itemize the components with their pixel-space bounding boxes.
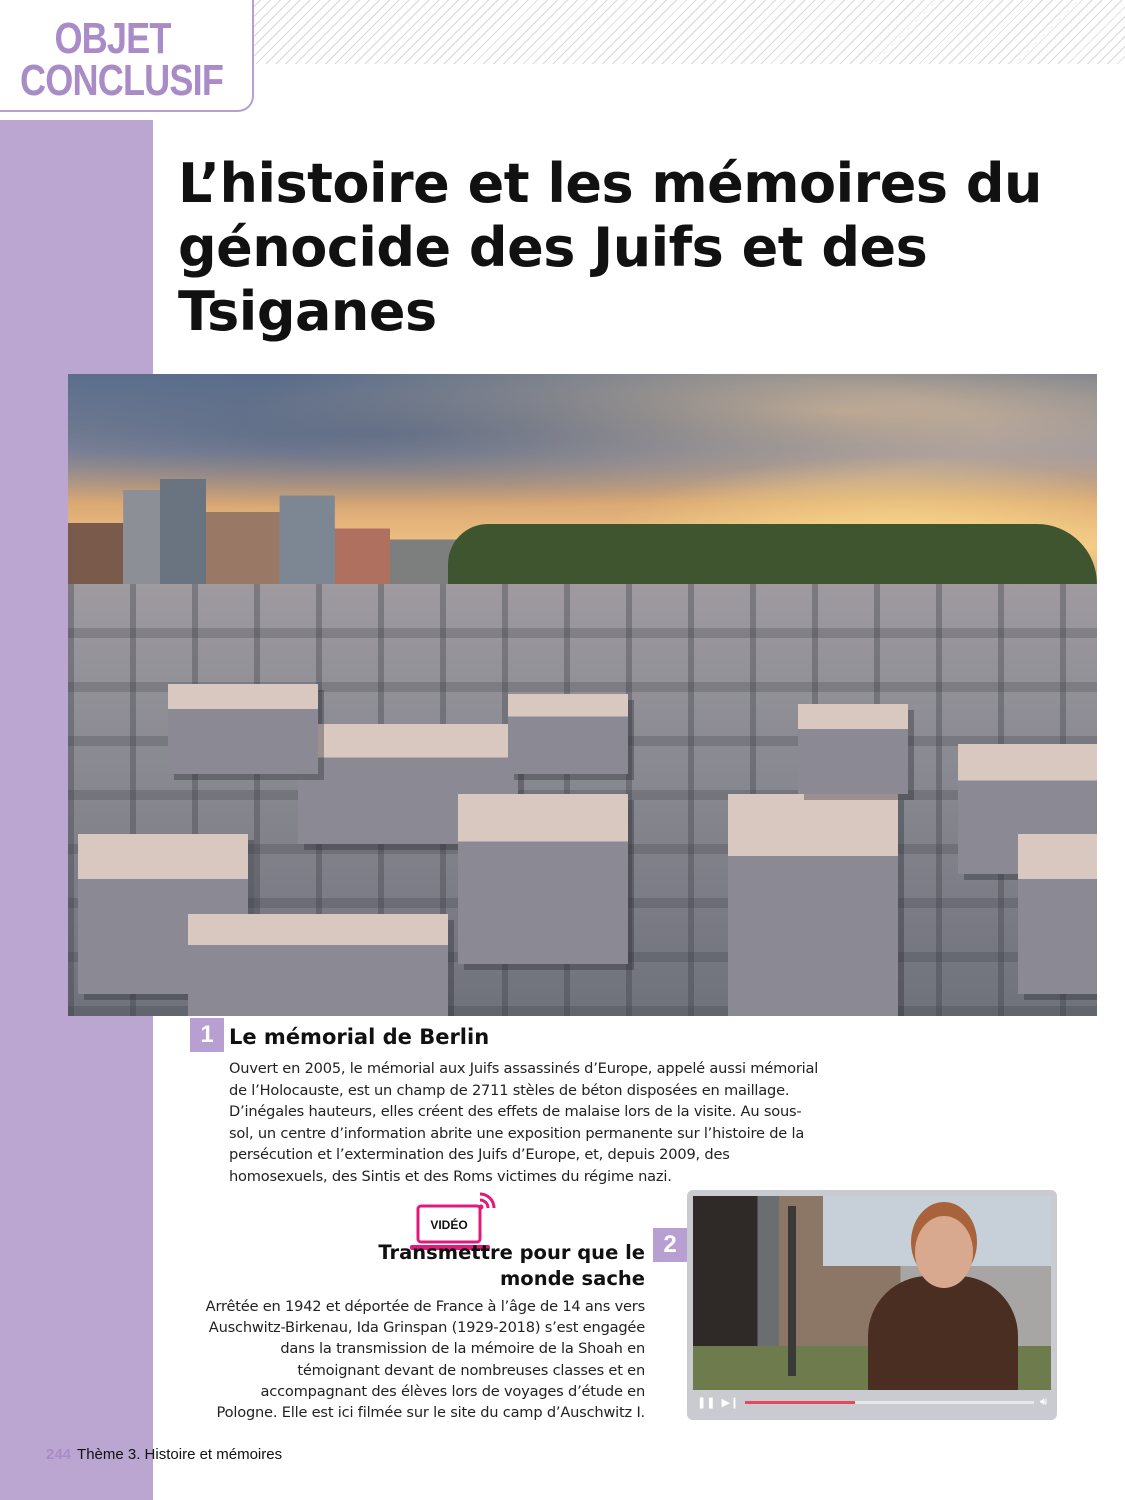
photo-stele xyxy=(798,704,908,794)
photo-stele xyxy=(458,794,628,964)
page-title: L’histoire et les mémoires du génocide des Juifs et des Tsiganes xyxy=(178,152,1042,343)
photo-stele xyxy=(168,684,318,774)
doc2-title: Transmettre pour que le monde sache xyxy=(378,1241,645,1290)
video-progress-bar[interactable] xyxy=(745,1401,1034,1404)
section-tab-line1: OBJET xyxy=(54,14,171,63)
skip-icon[interactable]: ▶❙ xyxy=(721,1395,740,1409)
video-person-head xyxy=(915,1216,973,1288)
doc1-title: Le mémorial de Berlin xyxy=(229,1025,490,1049)
page-footer xyxy=(46,1446,282,1463)
header-hatch-pattern xyxy=(250,0,1125,64)
pause-icon[interactable]: ❚❚ xyxy=(697,1395,716,1409)
doc1-text: Ouvert en 2005, le mémorial aux Juifs assassinés d’Europe, appelé aussi mémorial de l’Holocauste, est un champ de 2711 stèles de béton disposées en maillage. D’inégales hauteurs, elles créent des effets de malaise lors de la visite. Au sous-sol, un centre d’information abrite une exposition permanente sur l’histoire de la persécution et l’extermination des Juifs d’Europe, et, depuis 2009, des homosexuels, des Sintis et des Roms victimes du régime nazi. xyxy=(229,1060,819,1185)
photo-stele xyxy=(508,694,628,774)
doc2-text: Arrêtée en 1942 et déportée de France à l’âge de 14 ans vers Auschwitz-Birkenau, Ida Grinspan (1929-2018) s’est engagée dans la transmission de la mémoire de la Shoah en témoignant devant de nombreuses classes et en accompagnant des élèves lors de voyages d’étude en Pologne. Elle est ici filmée sur le site du camp d’Auschwitz I. xyxy=(205,1298,645,1422)
video-frame[interactable] xyxy=(693,1196,1051,1390)
photo-stele xyxy=(188,914,448,1016)
berlin-memorial-photo xyxy=(68,374,1097,1016)
section-tab-label xyxy=(20,14,224,105)
page-number: 244 xyxy=(46,1446,72,1463)
video-progress-fill xyxy=(745,1401,855,1404)
footer-label: Thème 3. Histoire et mémoires xyxy=(77,1446,283,1463)
video-pole xyxy=(788,1206,796,1376)
section-tab-line2: CONCLUSIF xyxy=(20,56,224,105)
photo-stele xyxy=(728,794,898,1016)
volume-icon[interactable]: 🔊︎ xyxy=(1040,1395,1047,1408)
video-controls xyxy=(693,1390,1051,1414)
section-tab xyxy=(0,0,254,112)
doc1-number-badge: 1 xyxy=(190,1018,224,1052)
video-icon-label: VIDÉO xyxy=(430,1218,468,1232)
video-person xyxy=(868,1276,1018,1390)
photo-stele xyxy=(1018,834,1097,994)
doc2-number-badge: 2 xyxy=(653,1228,687,1262)
video-player[interactable] xyxy=(687,1190,1057,1420)
